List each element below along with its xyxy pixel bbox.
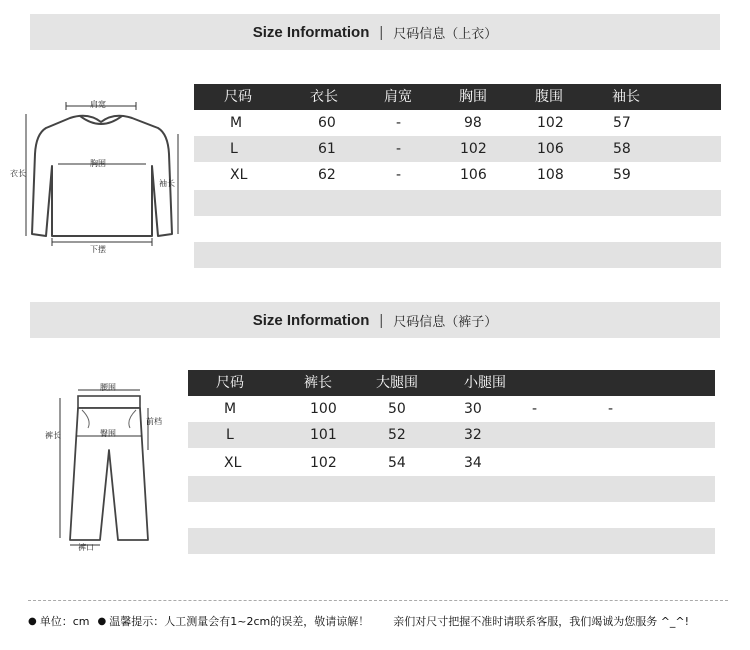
table-cell: 50	[388, 401, 406, 417]
tops-col-chest: 胸围	[459, 89, 487, 105]
table-row-empty	[194, 190, 721, 216]
table-cell: 60	[318, 115, 336, 131]
table-cell: L	[230, 141, 238, 157]
table-cell: 52	[388, 427, 406, 443]
table-cell: 58	[613, 141, 631, 157]
pants-label-hem: 裤口	[78, 543, 94, 552]
shirt-label-hem: 下摆	[90, 245, 106, 254]
pants-size-table	[188, 370, 715, 554]
shirt-label-shoulder: 肩宽	[90, 100, 106, 109]
tops-header-cn: 尺码信息（上衣）	[393, 26, 498, 42]
table-cell: 101	[310, 427, 337, 443]
bullet-icon: ●	[28, 615, 37, 627]
table-cell: -	[608, 401, 614, 417]
pants-header-en: Size Information	[252, 311, 370, 329]
table-cell: 34	[464, 455, 482, 471]
table-cell: 98	[464, 115, 482, 131]
tops-header-separator: |	[379, 23, 384, 41]
footer-divider	[28, 600, 728, 601]
tops-col-shoulder: 肩宽	[384, 89, 412, 105]
table-cell: 62	[318, 167, 336, 183]
pants-col-length: 裤长	[304, 375, 332, 391]
table-cell: L	[226, 427, 234, 443]
table-cell: 102	[310, 455, 337, 471]
shirt-label-sleeve: 袖长	[159, 179, 175, 188]
tops-col-size: 尺码	[224, 89, 252, 105]
table-row-empty	[188, 528, 715, 554]
table-cell: XL	[224, 455, 242, 471]
table-cell: 30	[464, 401, 482, 417]
table-row-empty	[188, 476, 715, 502]
table-cell: -	[532, 401, 538, 417]
shirt-label-length: 衣长	[10, 169, 26, 178]
table-cell: 106	[537, 141, 564, 157]
pants-col-size: 尺码	[216, 375, 244, 391]
table-cell: 102	[460, 141, 487, 157]
footer-service: 亲们对尺寸把握不准时请联系客服，我们竭诚为您服务 ^_^!	[393, 615, 690, 628]
pants-diagram-icon	[40, 380, 180, 550]
shirt-label-chest: 胸围	[90, 159, 106, 168]
table-cell: 54	[388, 455, 406, 471]
table-cell: M	[224, 401, 237, 417]
table-cell: 32	[464, 427, 482, 443]
pants-label-rise: 前档	[146, 417, 162, 426]
bullet-icon: ●	[97, 615, 107, 627]
table-cell: XL	[230, 167, 248, 183]
tops-section-header	[30, 14, 720, 50]
tops-size-table	[194, 84, 721, 268]
footer-tip: 温馨提示：人工测量会有1~2cm的误差，敬请谅解！	[109, 615, 370, 628]
table-row-empty	[194, 242, 721, 268]
tops-col-sleeve: 袖长	[612, 89, 640, 105]
table-row	[194, 162, 721, 188]
table-cell: -	[396, 141, 402, 157]
pants-col-calf: 小腿围	[464, 375, 506, 391]
pants-header-cn: 尺码信息（裤子）	[393, 314, 498, 330]
pants-section-header	[30, 302, 720, 338]
table-cell: 57	[613, 115, 631, 131]
footer-unit: 单位：cm	[39, 615, 90, 628]
table-cell: M	[230, 115, 243, 131]
footer-notes	[28, 606, 728, 636]
table-row	[188, 396, 715, 422]
tops-col-length: 衣长	[310, 89, 338, 105]
table-cell: -	[396, 115, 402, 131]
table-row-empty	[188, 502, 715, 528]
table-cell: -	[396, 167, 402, 183]
table-cell: 106	[460, 167, 487, 183]
tops-table-header-row	[194, 84, 721, 110]
table-cell: 59	[613, 167, 631, 183]
pants-header-separator: |	[379, 311, 384, 329]
tops-col-waist: 腹围	[535, 89, 563, 105]
table-row	[188, 450, 715, 476]
table-row	[194, 136, 721, 162]
table-cell: 100	[310, 401, 337, 417]
table-row	[194, 110, 721, 136]
table-row-empty	[194, 216, 721, 242]
table-cell: 61	[318, 141, 336, 157]
pants-label-hip: 臀围	[100, 429, 116, 438]
pants-label-waist: 腰围	[100, 383, 116, 392]
tops-header-en: Size Information	[252, 23, 370, 41]
table-row	[188, 422, 715, 448]
pants-table-header-row	[188, 370, 715, 396]
shirt-diagram-icon	[18, 94, 188, 254]
table-cell: 108	[537, 167, 564, 183]
table-cell: 102	[537, 115, 564, 131]
pants-col-thigh: 大腿围	[376, 375, 418, 391]
pants-label-length: 裤长	[45, 431, 61, 440]
